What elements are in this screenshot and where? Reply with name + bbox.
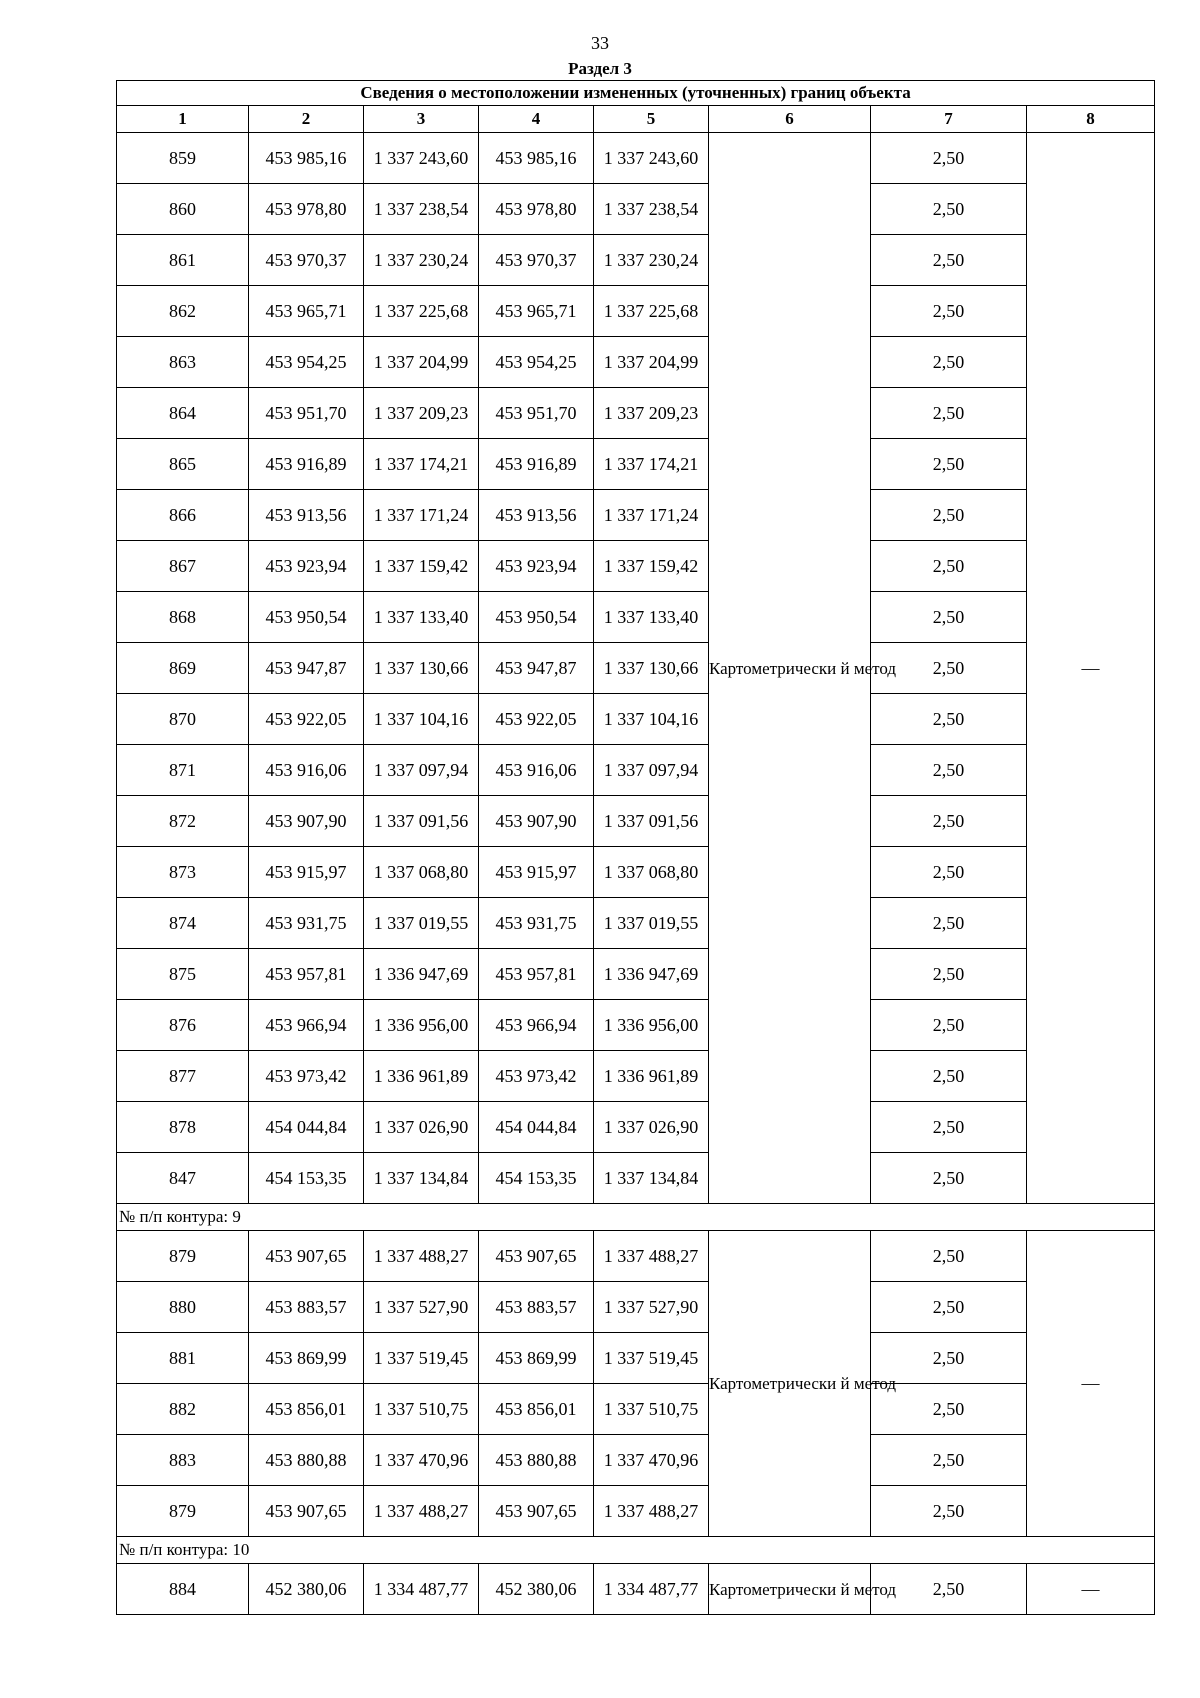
point-number-cell: 879 [117, 1486, 249, 1537]
new-x-cell: 453 951,70 [479, 388, 594, 439]
new-y-cell: 1 337 091,56 [594, 796, 709, 847]
new-x-cell: 453 913,56 [479, 490, 594, 541]
precision-cell: 2,50 [871, 1231, 1027, 1282]
table-title-row [117, 81, 1155, 106]
new-x-cell: 453 985,16 [479, 133, 594, 184]
column-header: 1 [117, 106, 249, 133]
column-header: 2 [249, 106, 364, 133]
precision-cell: 2,50 [871, 1153, 1027, 1204]
new-x-cell: 453 907,65 [479, 1486, 594, 1537]
existing-x-cell: 453 965,71 [249, 286, 364, 337]
precision-cell: 2,50 [871, 1282, 1027, 1333]
new-y-cell: 1 337 159,42 [594, 541, 709, 592]
precision-cell: 2,50 [871, 1564, 1027, 1615]
new-x-cell: 453 916,06 [479, 745, 594, 796]
new-x-cell: 453 978,80 [479, 184, 594, 235]
existing-y-cell: 1 337 091,56 [364, 796, 479, 847]
point-number-cell: 865 [117, 439, 249, 490]
table-row [117, 1282, 1155, 1333]
precision-cell: 2,50 [871, 1333, 1027, 1384]
new-x-cell: 453 869,99 [479, 1333, 594, 1384]
point-number-cell: 872 [117, 796, 249, 847]
existing-y-cell: 1 337 171,24 [364, 490, 479, 541]
existing-x-cell: 453 907,65 [249, 1486, 364, 1537]
new-x-cell: 453 922,05 [479, 694, 594, 745]
existing-x-cell: 453 880,88 [249, 1435, 364, 1486]
existing-y-cell: 1 337 130,66 [364, 643, 479, 694]
new-y-cell: 1 337 527,90 [594, 1282, 709, 1333]
contour-label: № п/п контура: 10 [117, 1537, 1155, 1564]
new-x-cell: 452 380,06 [479, 1564, 594, 1615]
point-number-cell: 875 [117, 949, 249, 1000]
new-y-cell: 1 337 068,80 [594, 847, 709, 898]
page-number: 33 [591, 33, 609, 53]
new-y-cell: 1 337 488,27 [594, 1231, 709, 1282]
table-row [117, 286, 1155, 337]
table-row [117, 949, 1155, 1000]
existing-x-cell: 453 947,87 [249, 643, 364, 694]
precision-cell: 2,50 [871, 1384, 1027, 1435]
point-number-cell: 879 [117, 1231, 249, 1282]
new-x-cell: 453 907,90 [479, 796, 594, 847]
point-number-cell: 882 [117, 1384, 249, 1435]
point-number-cell: 868 [117, 592, 249, 643]
existing-y-cell: 1 337 097,94 [364, 745, 479, 796]
point-number-cell: 869 [117, 643, 249, 694]
existing-y-cell: 1 337 159,42 [364, 541, 479, 592]
point-number-cell: 847 [117, 1153, 249, 1204]
table-row [117, 1102, 1155, 1153]
new-y-cell: 1 337 470,96 [594, 1435, 709, 1486]
new-x-cell: 453 966,94 [479, 1000, 594, 1051]
new-y-cell: 1 337 510,75 [594, 1384, 709, 1435]
precision-cell: 2,50 [871, 694, 1027, 745]
new-y-cell: 1 337 171,24 [594, 490, 709, 541]
new-y-cell: 1 336 961,89 [594, 1051, 709, 1102]
new-x-cell: 453 923,94 [479, 541, 594, 592]
column-header: 4 [479, 106, 594, 133]
new-y-cell: 1 337 225,68 [594, 286, 709, 337]
precision-cell: 2,50 [871, 592, 1027, 643]
new-y-cell: 1 334 487,77 [594, 1564, 709, 1615]
precision-cell: 2,50 [871, 847, 1027, 898]
existing-y-cell: 1 337 026,90 [364, 1102, 479, 1153]
existing-x-cell: 453 913,56 [249, 490, 364, 541]
existing-x-cell: 453 973,42 [249, 1051, 364, 1102]
new-y-cell: 1 336 947,69 [594, 949, 709, 1000]
contour-label: № п/п контура: 9 [117, 1204, 1155, 1231]
existing-x-cell: 453 915,97 [249, 847, 364, 898]
existing-y-cell: 1 336 961,89 [364, 1051, 479, 1102]
table-row [117, 490, 1155, 541]
new-x-cell: 453 931,75 [479, 898, 594, 949]
existing-x-cell: 453 950,54 [249, 592, 364, 643]
precision-cell: 2,50 [871, 796, 1027, 847]
point-number-cell: 864 [117, 388, 249, 439]
point-number-cell: 874 [117, 898, 249, 949]
precision-cell: 2,50 [871, 949, 1027, 1000]
new-x-cell: 453 957,81 [479, 949, 594, 1000]
existing-y-cell: 1 337 527,90 [364, 1282, 479, 1333]
table-row [117, 592, 1155, 643]
precision-cell: 2,50 [871, 286, 1027, 337]
table-row [117, 1000, 1155, 1051]
table-row [117, 1333, 1155, 1384]
new-x-cell: 453 916,89 [479, 439, 594, 490]
method-cell: Картометрически й метод [709, 1564, 871, 1615]
new-x-cell: 453 907,65 [479, 1231, 594, 1282]
method-cell: Картометрически й метод [709, 133, 871, 1204]
new-x-cell: 453 965,71 [479, 286, 594, 337]
existing-y-cell: 1 337 134,84 [364, 1153, 479, 1204]
column-header: 7 [871, 106, 1027, 133]
existing-y-cell: 1 337 238,54 [364, 184, 479, 235]
existing-y-cell: 1 337 225,68 [364, 286, 479, 337]
precision-cell: 2,50 [871, 541, 1027, 592]
table-row [117, 1564, 1155, 1615]
existing-y-cell: 1 337 174,21 [364, 439, 479, 490]
existing-y-cell: 1 337 230,24 [364, 235, 479, 286]
new-y-cell: 1 337 097,94 [594, 745, 709, 796]
existing-x-cell: 454 044,84 [249, 1102, 364, 1153]
existing-y-cell: 1 337 488,27 [364, 1231, 479, 1282]
point-number-cell: 873 [117, 847, 249, 898]
note-cell: — [1027, 133, 1155, 1204]
new-x-cell: 454 153,35 [479, 1153, 594, 1204]
note-cell: — [1027, 1231, 1155, 1537]
contour-label-row [117, 1537, 1155, 1564]
existing-y-cell: 1 337 019,55 [364, 898, 479, 949]
point-number-cell: 878 [117, 1102, 249, 1153]
existing-x-cell: 453 931,75 [249, 898, 364, 949]
table-row [117, 439, 1155, 490]
precision-cell: 2,50 [871, 898, 1027, 949]
point-number-cell: 867 [117, 541, 249, 592]
existing-x-cell: 453 954,25 [249, 337, 364, 388]
table-row [117, 133, 1155, 184]
new-x-cell: 453 856,01 [479, 1384, 594, 1435]
existing-y-cell: 1 337 133,40 [364, 592, 479, 643]
existing-y-cell: 1 337 510,75 [364, 1384, 479, 1435]
table-row [117, 847, 1155, 898]
new-y-cell: 1 337 104,16 [594, 694, 709, 745]
existing-x-cell: 453 985,16 [249, 133, 364, 184]
precision-cell: 2,50 [871, 133, 1027, 184]
precision-cell: 2,50 [871, 643, 1027, 694]
existing-x-cell: 453 922,05 [249, 694, 364, 745]
precision-cell: 2,50 [871, 235, 1027, 286]
new-x-cell: 453 973,42 [479, 1051, 594, 1102]
table-row [117, 184, 1155, 235]
column-header: 6 [709, 106, 871, 133]
point-number-cell: 861 [117, 235, 249, 286]
point-number-cell: 859 [117, 133, 249, 184]
boundary-table [116, 80, 1155, 1615]
column-header: 3 [364, 106, 479, 133]
precision-cell: 2,50 [871, 490, 1027, 541]
new-y-cell: 1 337 204,99 [594, 337, 709, 388]
table-row [117, 235, 1155, 286]
point-number-cell: 877 [117, 1051, 249, 1102]
table-row [117, 541, 1155, 592]
new-y-cell: 1 337 134,84 [594, 1153, 709, 1204]
existing-x-cell: 453 957,81 [249, 949, 364, 1000]
point-number-cell: 881 [117, 1333, 249, 1384]
existing-x-cell: 453 907,65 [249, 1231, 364, 1282]
point-number-cell: 870 [117, 694, 249, 745]
existing-x-cell: 453 883,57 [249, 1282, 364, 1333]
new-y-cell: 1 337 519,45 [594, 1333, 709, 1384]
table-row [117, 1051, 1155, 1102]
new-x-cell: 453 970,37 [479, 235, 594, 286]
existing-x-cell: 453 907,90 [249, 796, 364, 847]
precision-cell: 2,50 [871, 1051, 1027, 1102]
table-title: Сведения о местоположении измененных (уточненных) границ объекта [117, 81, 1155, 106]
new-y-cell: 1 337 130,66 [594, 643, 709, 694]
point-number-cell: 863 [117, 337, 249, 388]
new-y-cell: 1 337 209,23 [594, 388, 709, 439]
table-row [117, 1435, 1155, 1486]
existing-y-cell: 1 337 068,80 [364, 847, 479, 898]
new-x-cell: 453 947,87 [479, 643, 594, 694]
existing-y-cell: 1 334 487,77 [364, 1564, 479, 1615]
precision-cell: 2,50 [871, 388, 1027, 439]
column-header-row [117, 106, 1155, 133]
existing-x-cell: 453 869,99 [249, 1333, 364, 1384]
new-y-cell: 1 336 956,00 [594, 1000, 709, 1051]
contour-label-row [117, 1204, 1155, 1231]
point-number-cell: 880 [117, 1282, 249, 1333]
point-number-cell: 866 [117, 490, 249, 541]
point-number-cell: 876 [117, 1000, 249, 1051]
existing-x-cell: 453 966,94 [249, 1000, 364, 1051]
new-y-cell: 1 337 238,54 [594, 184, 709, 235]
note-cell: — [1027, 1564, 1155, 1615]
precision-cell: 2,50 [871, 1486, 1027, 1537]
new-y-cell: 1 337 230,24 [594, 235, 709, 286]
table-row [117, 796, 1155, 847]
existing-x-cell: 452 380,06 [249, 1564, 364, 1615]
table-row [117, 1153, 1155, 1204]
new-y-cell: 1 337 174,21 [594, 439, 709, 490]
existing-y-cell: 1 337 104,16 [364, 694, 479, 745]
table-row [117, 337, 1155, 388]
table-row [117, 1486, 1155, 1537]
precision-cell: 2,50 [871, 1000, 1027, 1051]
table-row [117, 694, 1155, 745]
existing-y-cell: 1 337 243,60 [364, 133, 479, 184]
new-x-cell: 453 915,97 [479, 847, 594, 898]
new-x-cell: 453 883,57 [479, 1282, 594, 1333]
existing-x-cell: 453 978,80 [249, 184, 364, 235]
existing-x-cell: 453 916,89 [249, 439, 364, 490]
new-y-cell: 1 337 133,40 [594, 592, 709, 643]
point-number-cell: 862 [117, 286, 249, 337]
new-x-cell: 453 954,25 [479, 337, 594, 388]
new-x-cell: 454 044,84 [479, 1102, 594, 1153]
new-y-cell: 1 337 019,55 [594, 898, 709, 949]
existing-y-cell: 1 337 204,99 [364, 337, 479, 388]
table-row [117, 898, 1155, 949]
point-number-cell: 860 [117, 184, 249, 235]
column-header: 5 [594, 106, 709, 133]
point-number-cell: 884 [117, 1564, 249, 1615]
table-row [117, 1384, 1155, 1435]
existing-x-cell: 453 970,37 [249, 235, 364, 286]
existing-x-cell: 453 856,01 [249, 1384, 364, 1435]
existing-y-cell: 1 337 488,27 [364, 1486, 479, 1537]
precision-cell: 2,50 [871, 184, 1027, 235]
new-y-cell: 1 337 488,27 [594, 1486, 709, 1537]
new-x-cell: 453 950,54 [479, 592, 594, 643]
existing-x-cell: 453 916,06 [249, 745, 364, 796]
table-row [117, 388, 1155, 439]
precision-cell: 2,50 [871, 337, 1027, 388]
section-title: Раздел 3 [568, 59, 632, 78]
point-number-cell: 871 [117, 745, 249, 796]
existing-x-cell: 453 923,94 [249, 541, 364, 592]
existing-y-cell: 1 336 956,00 [364, 1000, 479, 1051]
precision-cell: 2,50 [871, 1102, 1027, 1153]
existing-y-cell: 1 337 209,23 [364, 388, 479, 439]
new-x-cell: 453 880,88 [479, 1435, 594, 1486]
precision-cell: 2,50 [871, 1435, 1027, 1486]
existing-y-cell: 1 336 947,69 [364, 949, 479, 1000]
table-row [117, 643, 1155, 694]
new-y-cell: 1 337 243,60 [594, 133, 709, 184]
precision-cell: 2,50 [871, 745, 1027, 796]
column-header: 8 [1027, 106, 1155, 133]
table-row [117, 1231, 1155, 1282]
existing-x-cell: 454 153,35 [249, 1153, 364, 1204]
method-cell: Картометрически й метод [709, 1231, 871, 1537]
existing-y-cell: 1 337 519,45 [364, 1333, 479, 1384]
precision-cell: 2,50 [871, 439, 1027, 490]
table-row [117, 745, 1155, 796]
existing-y-cell: 1 337 470,96 [364, 1435, 479, 1486]
existing-x-cell: 453 951,70 [249, 388, 364, 439]
point-number-cell: 883 [117, 1435, 249, 1486]
new-y-cell: 1 337 026,90 [594, 1102, 709, 1153]
